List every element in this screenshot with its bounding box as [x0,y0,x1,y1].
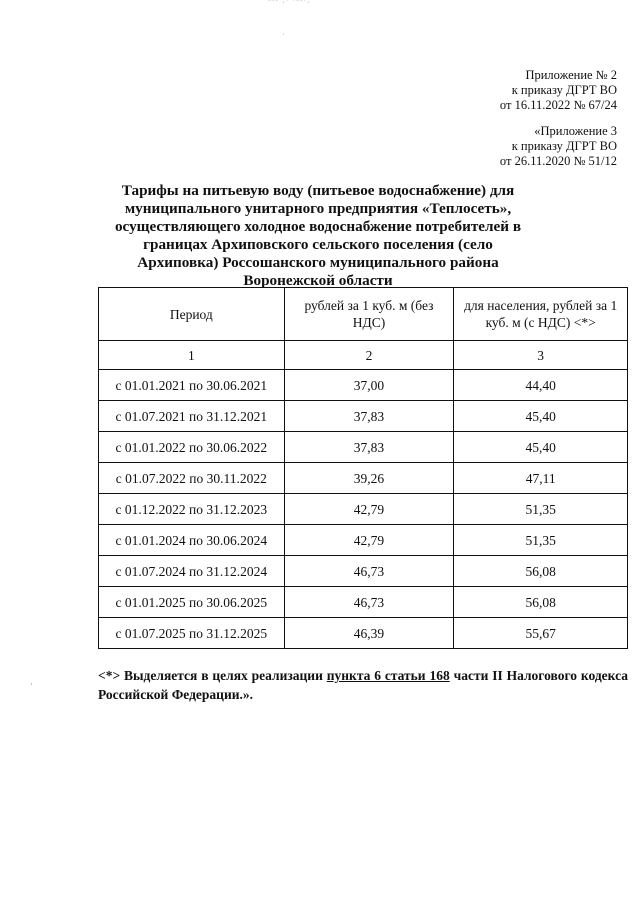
appendix-current-line1: Приложение № 2 [525,68,617,82]
appendix-original-header [500,124,617,169]
table-row [99,463,628,494]
table-row [99,525,628,556]
document-title: Тарифы на питьевую воду (питьевое водоснабжение) для муниципального унитарного предприятия «Теплосеть», осуществляющего холодное водоснабжение потребителей в границах Архиповского сельского поселения (село Архиповка) Россошанского муниципального района Воронежской области [114,182,522,289]
cell-price-without-vat: 46,73 [284,556,454,587]
cell-period: с 01.01.2024 по 30.06.2024 [99,525,285,556]
appendix-current-line2: к приказу ДГРТ ВО [511,83,617,97]
table-row [99,494,628,525]
cell-price-without-vat: 39,26 [284,463,454,494]
cell-price-without-vat: 42,79 [284,525,454,556]
header-price-with-vat: для населения, рублей за 1 куб. м (с НДС) <*> [454,288,628,341]
cell-price-with-vat: 56,08 [454,556,628,587]
scan-artifact-margin: · [30,680,34,689]
cell-price-without-vat: 37,83 [284,401,454,432]
column-number-3: 3 [454,341,628,370]
table-column-number-row [99,341,628,370]
table-row [99,618,628,649]
cell-price-with-vat: 45,40 [454,432,628,463]
header-period: Период [99,288,285,341]
cell-period: с 01.07.2022 по 30.11.2022 [99,463,285,494]
footnote-law-link[interactable]: пункта 6 статьи 168 [326,668,450,683]
header-price-without-vat: рублей за 1 куб. м (без НДС) [284,288,454,341]
cell-price-with-vat: 55,67 [454,618,628,649]
cell-price-without-vat: 42,79 [284,494,454,525]
appendix-current-header [500,68,617,113]
table-header-row [99,288,628,341]
cell-price-with-vat: 45,40 [454,401,628,432]
cell-period: с 01.07.2025 по 31.12.2025 [99,618,285,649]
appendix-current-line3: от 16.11.2022 № 67/24 [499,98,617,112]
table-row [99,370,628,401]
cell-price-with-vat: 51,35 [454,525,628,556]
footnote [98,666,628,704]
table-row [99,432,628,463]
scan-artifact-dot: · [282,30,286,39]
column-number-2: 2 [284,341,454,370]
footnote-text-before: <*> Выделяется в целях реализации [98,668,327,683]
table-row [99,587,628,618]
cell-period: с 01.01.2022 по 30.06.2022 [99,432,285,463]
footnote-text-after: части II Налогового кодекса Российской Федерации.». [98,668,628,702]
cell-price-without-vat: 37,83 [284,432,454,463]
cell-price-with-vat: 51,35 [454,494,628,525]
table-row [99,556,628,587]
appendix-original-line2: к приказу ДГРТ ВО [511,139,617,153]
table-row [99,401,628,432]
cell-price-with-vat: 56,08 [454,587,628,618]
cell-period: с 01.01.2021 по 30.06.2021 [99,370,285,401]
cell-period: с 01.07.2024 по 31.12.2024 [99,556,285,587]
cell-price-without-vat: 46,39 [284,618,454,649]
cell-price-without-vat: 37,00 [284,370,454,401]
cell-period: с 01.07.2021 по 31.12.2021 [99,401,285,432]
cell-price-without-vat: 46,73 [284,587,454,618]
cell-price-with-vat: 44,40 [454,370,628,401]
scan-artifact-top: ˜˜˜ ·˙ ˙˜˜˙· [268,0,311,7]
cell-period: с 01.01.2025 по 30.06.2025 [99,587,285,618]
cell-price-with-vat: 47,11 [454,463,628,494]
appendix-original-line1: «Приложение 3 [534,124,617,138]
cell-period: с 01.12.2022 по 31.12.2023 [99,494,285,525]
appendix-original-line3: от 26.11.2020 № 51/12 [499,154,617,168]
column-number-1: 1 [99,341,285,370]
tariff-table [98,287,628,649]
